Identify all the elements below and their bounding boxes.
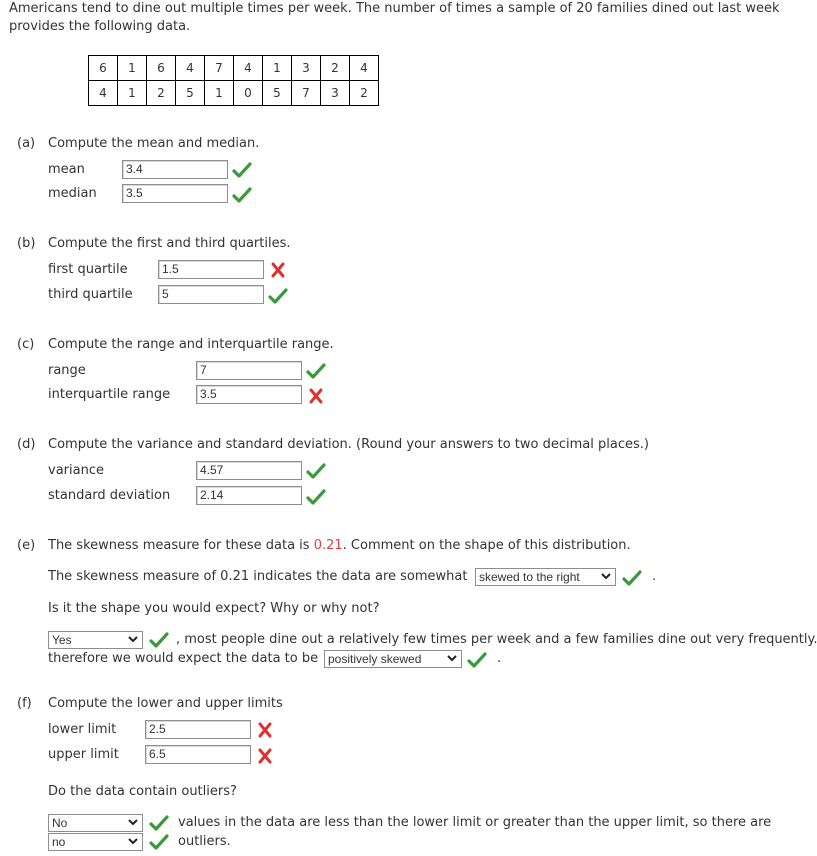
third-quartile-label: third quartile — [48, 287, 133, 302]
sd-label: standard deviation — [48, 488, 171, 503]
data-cell: 4 — [176, 56, 205, 81]
therefore-period: . — [497, 651, 502, 666]
sd-input[interactable]: 2.14 — [196, 486, 302, 505]
expect-question: Is it the shape you would expect? Why or why not? — [48, 601, 380, 616]
check-icon — [467, 651, 487, 669]
check-icon — [149, 631, 169, 649]
chevron-down-icon — [446, 650, 458, 666]
check-icon — [306, 488, 326, 506]
outlier-text-2: outliers. — [178, 834, 231, 849]
skew-value: 0.21 — [313, 538, 343, 553]
part-d-label: (d) — [17, 437, 36, 452]
data-cell: 0 — [234, 81, 263, 106]
iqr-input[interactable]: 3.5 — [196, 385, 302, 404]
shape-select[interactable] — [475, 568, 616, 586]
chevron-down-icon — [127, 631, 139, 647]
median-status-icon — [232, 186, 252, 204]
shape-select-value: skewed to the right — [479, 570, 580, 584]
chevron-down-icon — [127, 833, 139, 849]
data-cell: 4 — [89, 81, 118, 106]
chevron-down-icon — [600, 568, 612, 584]
data-cell: 1 — [205, 81, 234, 106]
outlier-count-status-icon — [149, 833, 169, 851]
data-cell: 2 — [321, 56, 350, 81]
data-cell: 2 — [350, 81, 379, 106]
iqr-status-icon — [306, 387, 326, 405]
outlier-count-select-value: no — [52, 835, 66, 849]
data-cell: 1 — [118, 81, 147, 106]
outlier-select-value: No — [52, 816, 68, 830]
part-e-label: (e) — [17, 538, 36, 553]
part-b-question: Compute the first and third quartiles. — [48, 236, 291, 251]
check-icon — [306, 462, 326, 480]
yes-no-select[interactable] — [48, 631, 143, 649]
skew-direction-select-value: positively skewed — [328, 652, 422, 666]
outlier-question: Do the data contain outliers? — [48, 784, 237, 799]
variance-status-icon — [306, 462, 326, 480]
range-input[interactable]: 7 — [196, 361, 302, 380]
data-cell: 5 — [176, 81, 205, 106]
part-f-question: Compute the lower and upper limits — [48, 696, 283, 711]
reason-text: , most people dine out a relatively few times per week and a few families dine out very frequently. — [176, 632, 817, 647]
check-icon — [232, 161, 252, 179]
problem-intro — [9, 0, 809, 36]
part-a-label: (a) — [17, 136, 36, 151]
check-icon — [149, 814, 169, 832]
skew-direction-select[interactable] — [324, 650, 462, 668]
chevron-down-icon — [127, 814, 139, 830]
data-row — [89, 56, 379, 81]
cross-icon — [255, 747, 275, 765]
variance-label: variance — [48, 463, 104, 478]
skew-question-suffix: . Comment on the shape of this distribution. — [342, 538, 631, 553]
check-icon — [306, 362, 326, 380]
data-cell: 5 — [263, 81, 292, 106]
median-label: median — [48, 186, 97, 201]
upper-limit-status-icon — [255, 747, 275, 765]
first-quartile-input[interactable]: 1.5 — [158, 260, 264, 279]
mean-input[interactable]: 3.4 — [122, 160, 228, 179]
first-quartile-status-icon — [268, 261, 288, 279]
intro-line-1: Americans tend to dine out multiple times per week. The number of times a sample of 20 families dined out last week — [9, 1, 780, 16]
intro-line-2: provides the following data. — [9, 19, 191, 34]
data-cell: 6 — [147, 56, 176, 81]
yes-no-status-icon — [149, 631, 169, 649]
range-status-icon — [306, 362, 326, 380]
skew-direction-status-icon — [467, 651, 487, 669]
data-cell: 1 — [263, 56, 292, 81]
part-f-label: (f) — [17, 696, 32, 711]
part-c-question: Compute the range and interquartile range. — [48, 337, 334, 352]
part-a-question: Compute the mean and median. — [48, 136, 260, 151]
data-cell: 4 — [350, 56, 379, 81]
cross-icon — [255, 721, 275, 739]
cross-icon — [306, 387, 326, 405]
part-e-question — [48, 538, 631, 554]
data-cell: 1 — [118, 56, 147, 81]
yes-no-select-value: Yes — [52, 633, 72, 647]
cross-icon — [268, 261, 288, 279]
variance-input[interactable]: 4.57 — [196, 461, 302, 480]
third-quartile-status-icon — [268, 287, 288, 305]
outlier-count-select[interactable] — [48, 833, 143, 851]
skew-question-prefix: The skewness measure for these data is — [48, 538, 314, 553]
lower-limit-label: lower limit — [48, 722, 117, 737]
median-input[interactable]: 3.5 — [122, 184, 228, 203]
third-quartile-input[interactable]: 5 — [158, 285, 264, 304]
lower-limit-input[interactable]: 2.5 — [145, 720, 251, 739]
data-cell: 2 — [147, 81, 176, 106]
data-cell: 3 — [292, 56, 321, 81]
upper-limit-input[interactable]: 6.5 — [145, 745, 251, 764]
check-icon — [149, 833, 169, 851]
first-quartile-label: first quartile — [48, 262, 128, 277]
statement-period: . — [652, 569, 657, 584]
mean-status-icon — [232, 161, 252, 179]
data-cell: 3 — [321, 81, 350, 106]
data-cell: 4 — [234, 56, 263, 81]
check-icon — [268, 287, 288, 305]
upper-limit-label: upper limit — [48, 747, 119, 762]
data-table — [88, 55, 379, 106]
part-b-label: (b) — [17, 236, 36, 251]
therefore-text: therefore we would expect the data to be — [48, 651, 319, 666]
iqr-label: interquartile range — [48, 387, 171, 402]
sd-status-icon — [306, 488, 326, 506]
data-cell: 7 — [292, 81, 321, 106]
mean-label: mean — [48, 162, 85, 177]
check-icon — [622, 569, 642, 587]
data-cell: 7 — [205, 56, 234, 81]
lower-limit-status-icon — [255, 721, 275, 739]
data-cell: 6 — [89, 56, 118, 81]
shape-status-icon — [622, 569, 642, 587]
check-icon — [232, 186, 252, 204]
part-c-label: (c) — [17, 337, 35, 352]
outlier-text-1: values in the data are less than the lower limit or greater than the upper limit, so there are — [178, 815, 772, 830]
part-d-question: Compute the variance and standard deviation. (Round your answers to two decimal places.) — [48, 437, 649, 452]
data-row — [89, 81, 379, 106]
outlier-select[interactable] — [48, 814, 143, 832]
skew-statement: The skewness measure of 0.21 indicates the data are somewhat — [48, 569, 468, 584]
outlier-status-icon — [149, 814, 169, 832]
range-label: range — [48, 363, 86, 378]
